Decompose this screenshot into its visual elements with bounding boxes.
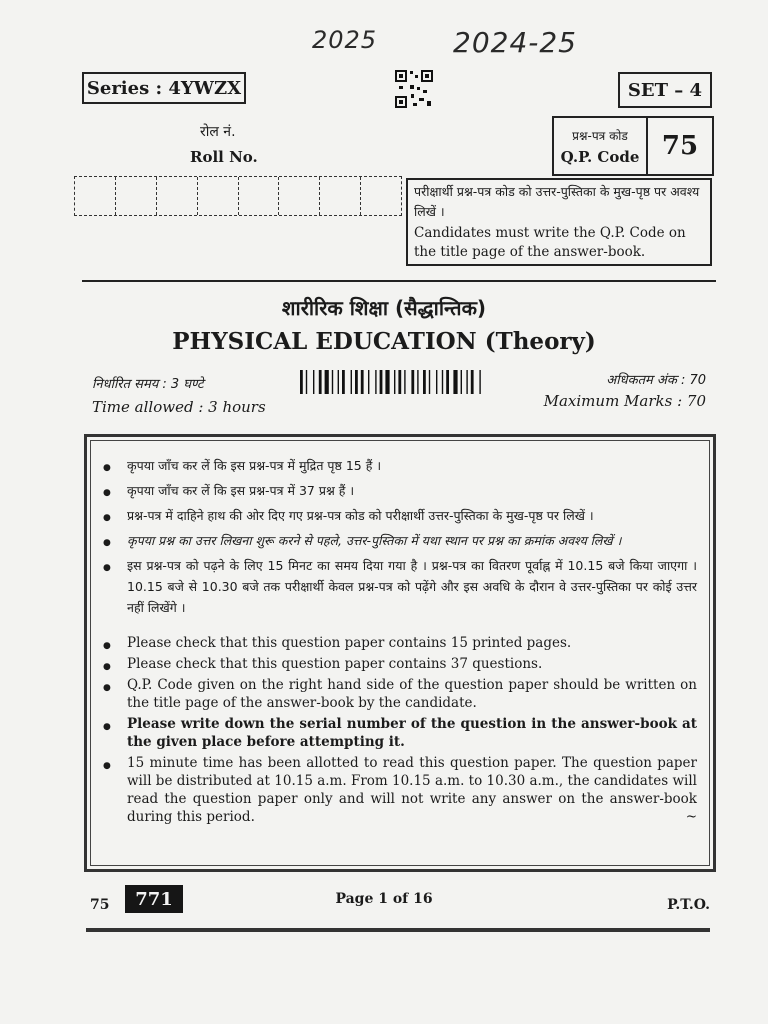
instruction-hindi-item: ● कृपया जाँच कर लें कि इस प्रश्न-पत्र में मुद्रित पृष्ठ 15 हैं । [101, 455, 697, 476]
barcode-bar [380, 370, 383, 394]
barcode-bar [300, 370, 303, 394]
roll-digit-cell[interactable] [320, 177, 361, 215]
instructions-english-list [101, 634, 697, 826]
instruction-english-item: ● Please check that this question paper contains 37 questions. [101, 655, 697, 673]
set-label: SET – 4 [627, 79, 703, 101]
barcode-bar [466, 370, 467, 394]
barcode-bar [338, 370, 339, 394]
barcode-bar [423, 370, 426, 394]
barcode-bar [351, 370, 352, 394]
roll-digit-cell[interactable] [279, 177, 320, 215]
barcode-bar [375, 370, 376, 394]
barcode-icon [300, 370, 520, 394]
candidate-note-box [406, 178, 712, 266]
qp-label-hindi: प्रश्न-पत्र कोड [572, 128, 628, 143]
series-label: Series : 4YWZX [86, 77, 242, 99]
page-number: Page 1 of 16 [335, 891, 433, 907]
candidate-note-hindi: परीक्षार्थी प्रश्न-पत्र कोड को उत्तर-पुस्तिका के मुख-पृष्ठ पर अवश्य लिखें । [414, 184, 700, 219]
instruction-english-item [101, 754, 697, 826]
barcode-bar [446, 370, 449, 394]
barcode-bar [442, 370, 443, 394]
instruction-hindi-item: ● कृपया जाँच कर लें कि इस प्रश्न-पत्र में 37 प्रश्न हैं । [101, 480, 697, 501]
barcode-bar [332, 370, 333, 394]
qp-code-labels [554, 118, 648, 174]
pto-label: P.T.O. [667, 897, 710, 913]
maximum-marks-hindi: अधिकतम अंक : 70 [606, 373, 706, 388]
footer-code-badge: 771 [125, 885, 183, 913]
barcode-bar [355, 370, 358, 394]
barcode-bar [429, 370, 430, 394]
barcode-bar [306, 370, 307, 394]
set-box [618, 72, 712, 108]
barcode-bar [398, 370, 401, 394]
barcode-bar [461, 370, 462, 394]
continuation-mark: ~ [685, 809, 697, 825]
roll-digit-cell[interactable] [75, 177, 116, 215]
barcode-bar [453, 370, 457, 394]
barcode-bar [325, 370, 329, 394]
roll-label-hindi: रोल नं. [200, 124, 236, 140]
barcode-bar [436, 370, 437, 394]
instructions-inner [90, 440, 710, 866]
footer-code-small: 75 [90, 897, 110, 913]
time-allowed-hindi: निर्धारित समय : 3 घण्टे [92, 377, 204, 392]
roll-number-grid[interactable] [74, 176, 402, 216]
instructions-hindi-list [101, 455, 697, 618]
header-divider [82, 280, 716, 282]
qp-label-english: Q.P. Code [560, 147, 640, 166]
barcode-bar [479, 370, 480, 394]
barcode-bar [385, 370, 389, 394]
roll-digit-cell[interactable] [239, 177, 280, 215]
subject-title-hindi: शारीरिक शिक्षा (सैद्धान्तिक) [281, 296, 487, 320]
maximum-marks-english: Maximum Marks : 70 [543, 392, 706, 410]
qp-code-box [552, 116, 714, 176]
instruction-hindi-item: ● कृपया प्रश्न का उत्तर लिखना शुरू करने से पहले, उत्तर-पुस्तिका में यथा स्थान पर प्रश्न का क्रमांक अवश्य लिखें । [101, 530, 697, 551]
candidate-note-english: Candidates must write the Q.P. Code on the title page of the answer-book. [414, 225, 686, 260]
barcode-bar [368, 370, 369, 394]
handwritten-year-right: 2024-25 [453, 26, 577, 59]
barcode-bar [361, 370, 364, 394]
instruction-english-item: ● Please write down the serial number of the question in the answer-book at the given place before attempting it. [101, 715, 697, 751]
instruction-english-text: 15 minute time has been allotted to read this question paper. The question paper will be distributed at 10.15 a.m. From 10.15 a.m. to 10.30 a.m., the candidates will read the question paper only and will not write any answer on the answer-book during this period. [127, 755, 697, 825]
barcode-bar [471, 370, 474, 394]
instruction-hindi-item: ● इस प्रश्न-पत्र को पढ़ने के लिए 15 मिनट का समय दिया गया है । प्रश्न-पत्र का वितरण पूर्वाह्न में 10.15 बजे किया जाएगा । 10.15 बजे से 10.30 बजे तक परीक्षार्थी केवल प्रश्न-पत्र को पढ़ेंगे और इस अवधि के दौरान वे उत्तर-पुस्तिका पर कोई उत्तर नहीं लिखेंगे । [101, 555, 697, 618]
barcode-bar [313, 370, 314, 394]
qp-code-value: 75 [661, 131, 699, 161]
instruction-english-item: ● Q.P. Code given on the right hand side of the question paper should be written on the title page of the answer-book by the candidate. [101, 676, 697, 712]
roll-label-english: Roll No. [190, 148, 258, 166]
barcode-bar [319, 370, 322, 394]
barcode-bar [394, 370, 395, 394]
roll-digit-cell[interactable] [198, 177, 239, 215]
handwritten-year-left: 2025 [312, 26, 378, 54]
series-box [82, 72, 246, 104]
time-allowed-english: Time allowed : 3 hours [92, 398, 266, 416]
instruction-english-item: ● Please check that this question paper contains 15 printed pages. [101, 634, 697, 652]
footer-divider [86, 928, 710, 932]
qr-code-icon [393, 68, 435, 110]
subject-title-english: PHYSICAL EDUCATION (Theory) [172, 328, 596, 355]
barcode-bar [411, 370, 414, 394]
roll-digit-cell[interactable] [361, 177, 401, 215]
roll-digit-cell[interactable] [157, 177, 198, 215]
barcode-bar [417, 370, 418, 394]
instructions-box [84, 434, 716, 872]
roll-digit-cell[interactable] [116, 177, 157, 215]
instruction-hindi-item: ● प्रश्न-पत्र में दाहिने हाथ की ओर दिए गए प्रश्न-पत्र कोड को परीक्षार्थी उत्तर-पुस्तिका के मुख-पृष्ठ पर लिखें । [101, 505, 697, 526]
barcode-bar [404, 370, 405, 394]
barcode-bar [342, 370, 345, 394]
